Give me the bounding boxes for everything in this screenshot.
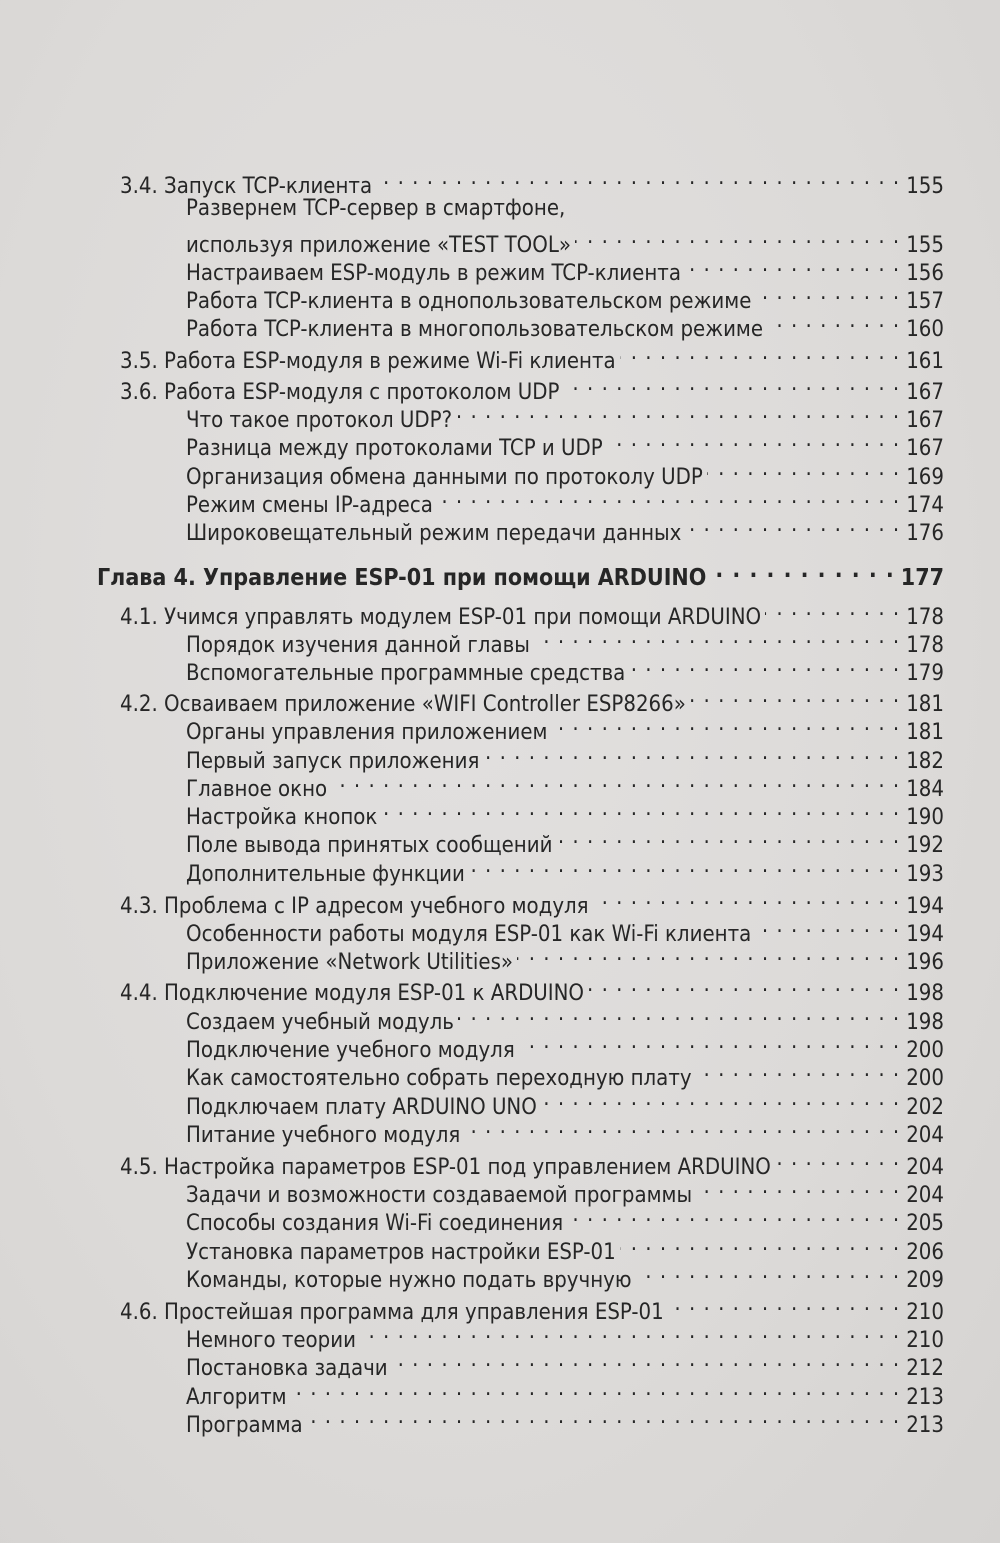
toc-entry-page: 194 <box>906 894 944 919</box>
dot-leader <box>575 222 900 252</box>
dot-leader <box>392 1345 901 1375</box>
toc-entry <box>186 1257 944 1293</box>
toc-entry <box>186 794 944 830</box>
toc-entry-title: Немного теории <box>186 1328 356 1353</box>
toc-entry-title: Что такое протокол UDP? <box>186 408 453 433</box>
dot-leader <box>567 1200 900 1230</box>
dot-leader <box>437 482 900 512</box>
toc-entry-page: 181 <box>906 720 944 745</box>
toc-entry-page: 210 <box>906 1328 944 1353</box>
toc-entry <box>186 1402 944 1438</box>
toc-entry <box>186 1112 944 1148</box>
dot-leader <box>331 766 900 796</box>
toc-entry-title: 4.4. Подключение модуля ESP-01 к ARDUINO <box>120 981 585 1006</box>
toc-entry-title: 3.5. Работа ESP-модуля в режиме Wi-Fi клиента <box>120 349 616 374</box>
dot-leader <box>696 1055 901 1085</box>
toc-chapter-heading <box>97 555 944 591</box>
dot-leader <box>291 1374 901 1404</box>
dot-leader <box>636 1257 901 1287</box>
toc-entry-page: 200 <box>906 1038 944 1063</box>
dot-leader <box>360 1317 900 1347</box>
toc-entry <box>186 851 944 887</box>
toc-entry-page: 213 <box>906 1413 944 1438</box>
dot-leader <box>685 510 900 540</box>
toc-entry-page: 176 <box>906 521 944 546</box>
toc-entry-title: Порядок изучения данной главы <box>186 633 530 658</box>
toc-entry-page: 156 <box>906 261 944 286</box>
toc-entry <box>120 594 944 630</box>
toc-entry <box>186 766 944 802</box>
toc-entry <box>186 650 944 686</box>
toc-entry <box>186 1172 944 1208</box>
toc-entry-page: 209 <box>906 1268 944 1293</box>
toc-entry-page: 167 <box>906 436 944 461</box>
toc-entry-title: 3.4. Запуск TCP-клиента <box>120 174 373 199</box>
toc-entry <box>186 454 944 490</box>
toc-entry-page: 181 <box>906 692 944 717</box>
toc-entry <box>120 1144 944 1180</box>
toc-entry-title: Широковещательный режим передачи данных <box>186 521 682 546</box>
toc-entry-title: Особенности работы модуля ESP-01 как Wi-Fi клиента <box>186 922 752 947</box>
toc-entry <box>186 1027 944 1063</box>
dot-leader <box>588 970 900 1000</box>
toc-entry-title: Разница между протоколами TCP и UDP <box>186 436 603 461</box>
toc-entry <box>186 999 944 1035</box>
toc-entry-page: 210 <box>906 1300 944 1325</box>
toc-entry <box>120 369 944 405</box>
toc-entry <box>186 425 944 461</box>
toc-entry-title: Как самостоятельно собрать переходную плату <box>186 1066 692 1091</box>
toc-entry-title: Команды, которые нужно подать вручную <box>186 1268 632 1293</box>
dot-leader <box>775 1144 900 1174</box>
toc-entry-title: 3.6. Работа ESP-модуля с протоколом UDP <box>120 380 560 405</box>
toc-entry <box>186 1345 944 1381</box>
toc-entry-page: 167 <box>906 380 944 405</box>
toc-entry-page: 190 <box>906 805 944 830</box>
toc-entry-title: Установка параметров настройки ESP-01 <box>186 1240 616 1265</box>
toc-entry-title: 4.2. Осваиваем приложение «WIFI Controller ESP8266» <box>120 692 686 717</box>
toc-entry-title: Дополнительные функции <box>186 862 465 887</box>
toc-entry-page: 212 <box>906 1356 944 1381</box>
toc-entry-page: 200 <box>906 1066 944 1091</box>
toc-entry <box>186 222 944 258</box>
dot-leader <box>563 369 900 399</box>
dot-leader <box>668 1289 901 1319</box>
toc-entry <box>186 194 944 224</box>
toc-entry-page: 193 <box>906 862 944 887</box>
dot-leader <box>456 397 900 427</box>
dot-leader <box>593 883 901 913</box>
toc-entry-title: Первый запуск приложения <box>186 749 480 774</box>
toc-entry-title: Подключение учебного модуля <box>186 1038 515 1063</box>
toc-entry-title: Программа <box>186 1413 303 1438</box>
toc-entry <box>120 1289 944 1325</box>
toc-entry-page: 194 <box>906 922 944 947</box>
dot-leader <box>765 594 900 624</box>
toc-entry-page: 198 <box>906 1010 944 1035</box>
dot-leader <box>755 278 900 308</box>
toc-entry-title: Режим смены IP-адреса <box>186 493 433 518</box>
dot-leader <box>534 622 900 652</box>
toc-entry-page: 178 <box>906 605 944 630</box>
toc-entry <box>186 397 944 433</box>
toc-entry-title: Постановка задачи <box>186 1356 388 1381</box>
toc-entry-title: Способы создания Wi-Fi соединения <box>186 1211 564 1236</box>
toc-entry <box>120 338 944 374</box>
toc-entry <box>186 1084 944 1120</box>
dot-leader <box>381 794 900 824</box>
toc-entry <box>186 1055 944 1091</box>
dot-leader <box>517 939 900 969</box>
toc-entry-page: 160 <box>906 317 944 342</box>
dot-leader <box>551 709 900 739</box>
dot-leader <box>519 1027 900 1057</box>
dot-leader <box>307 1402 901 1432</box>
toc-entry-title: Поле вывода принятых сообщений <box>186 833 553 858</box>
toc-entry <box>186 250 944 286</box>
toc-entry <box>186 278 944 314</box>
dot-leader <box>755 911 900 941</box>
dot-leader <box>607 425 900 455</box>
toc-entry-title: Развернем TCP-сервер в смартфоне, <box>186 196 566 221</box>
toc-entry <box>186 911 944 947</box>
toc-entry-title: Вспомогательные программные средства <box>186 661 626 686</box>
toc-entry-title: Задачи и возможности создаваемой программы <box>186 1183 693 1208</box>
dot-leader <box>541 1084 900 1114</box>
dot-leader <box>458 999 900 1029</box>
toc-entry-page: 204 <box>906 1155 944 1180</box>
toc-entry-page: 167 <box>906 408 944 433</box>
toc-entry-page: 184 <box>906 777 944 802</box>
toc-entry-page: 204 <box>906 1183 944 1208</box>
toc-entry <box>186 306 944 342</box>
toc-entry-title: 4.6. Простейшая программа для управления ESP-01 <box>120 1300 664 1325</box>
toc-entry-page: 157 <box>906 289 944 314</box>
toc-entry-page: 155 <box>906 233 944 258</box>
toc-entry <box>186 738 944 774</box>
toc-entry-title: Органы управления приложением <box>186 720 548 745</box>
toc-entry-page: 204 <box>906 1123 944 1148</box>
toc-entry-title: 4.1. Учимся управлять модулем ESP-01 при помощи ARDUINO <box>120 605 762 630</box>
toc-entry <box>120 883 944 919</box>
toc-entry-title: Главное окно <box>186 777 328 802</box>
toc-entry-title: Питание учебного модуля <box>186 1123 461 1148</box>
dot-leader <box>556 822 900 852</box>
toc-entry <box>186 1229 944 1265</box>
toc-entry-title: Приложение «Network Utilities» <box>186 950 513 975</box>
dot-leader <box>469 851 900 881</box>
toc-entry-page: 177 <box>900 565 944 591</box>
toc-entry <box>120 681 944 717</box>
dot-leader <box>707 454 900 484</box>
toc-entry-title: Настройка кнопок <box>186 805 378 830</box>
toc-entry-page: 155 <box>906 174 944 199</box>
toc-entry <box>120 163 944 199</box>
toc-entry-title: Работа TCP-клиента в многопользовательском режиме <box>186 317 764 342</box>
toc-entry <box>186 939 944 975</box>
toc-entry-title: Организация обмена данными по протоколу UDP <box>186 465 703 490</box>
toc-entry-page: 178 <box>906 633 944 658</box>
toc-entry-title: 4.5. Настройка параметров ESP-01 под управлением ARDUINO <box>120 1155 771 1180</box>
toc-entry-title: Настраиваем ESP-модуль в режим TCP-клиента <box>186 261 681 286</box>
toc-entry-title: 4.3. Проблема с IP адресом учебного модуля <box>120 894 589 919</box>
toc-entry-page: 196 <box>906 950 944 975</box>
toc-entry-page: 213 <box>906 1385 944 1410</box>
dot-leader <box>620 1229 901 1259</box>
dot-leader <box>376 163 900 193</box>
toc-entry-page: 198 <box>906 981 944 1006</box>
toc-entry-page: 179 <box>906 661 944 686</box>
dot-leader <box>690 681 900 711</box>
toc-entry <box>120 970 944 1006</box>
toc-entry-page: 174 <box>906 493 944 518</box>
toc-entry-page: 205 <box>906 1211 944 1236</box>
toc-entry <box>186 510 944 546</box>
toc-entry-title: Алгоритм <box>186 1385 287 1410</box>
toc-entry <box>186 1200 944 1236</box>
toc-entry-title: Работа TCP-клиента в однопользовательском режиме <box>186 289 752 314</box>
toc-entry <box>186 1317 944 1353</box>
toc-entry <box>186 822 944 858</box>
dot-leader <box>685 250 900 280</box>
toc-entry-page: 161 <box>906 349 944 374</box>
toc-entry-page: 169 <box>906 465 944 490</box>
dot-leader <box>767 306 900 336</box>
toc-entry <box>186 482 944 518</box>
toc-entry-title: используя приложение «TEST TOOL» <box>186 233 571 258</box>
toc-entry-page: 192 <box>906 833 944 858</box>
dot-leader <box>464 1112 900 1142</box>
toc-entry-page: 202 <box>906 1095 944 1120</box>
toc-entry-page: 206 <box>906 1240 944 1265</box>
dot-leader <box>483 738 900 768</box>
toc-entry-title: Создаем учебный модуль <box>186 1010 454 1035</box>
dot-leader <box>620 338 901 368</box>
toc-entry-page: 182 <box>906 749 944 774</box>
toc-entry-title: Глава 4. Управление ESP-01 при помощи ARDUINO <box>97 565 707 591</box>
toc-entry <box>186 1374 944 1410</box>
dot-leader <box>710 555 894 585</box>
toc-entry <box>186 709 944 745</box>
dot-leader <box>629 650 900 680</box>
dot-leader <box>696 1172 900 1202</box>
toc-entry-title: Подключаем плату ARDUINO UNO <box>186 1095 537 1120</box>
toc-entry <box>186 622 944 658</box>
